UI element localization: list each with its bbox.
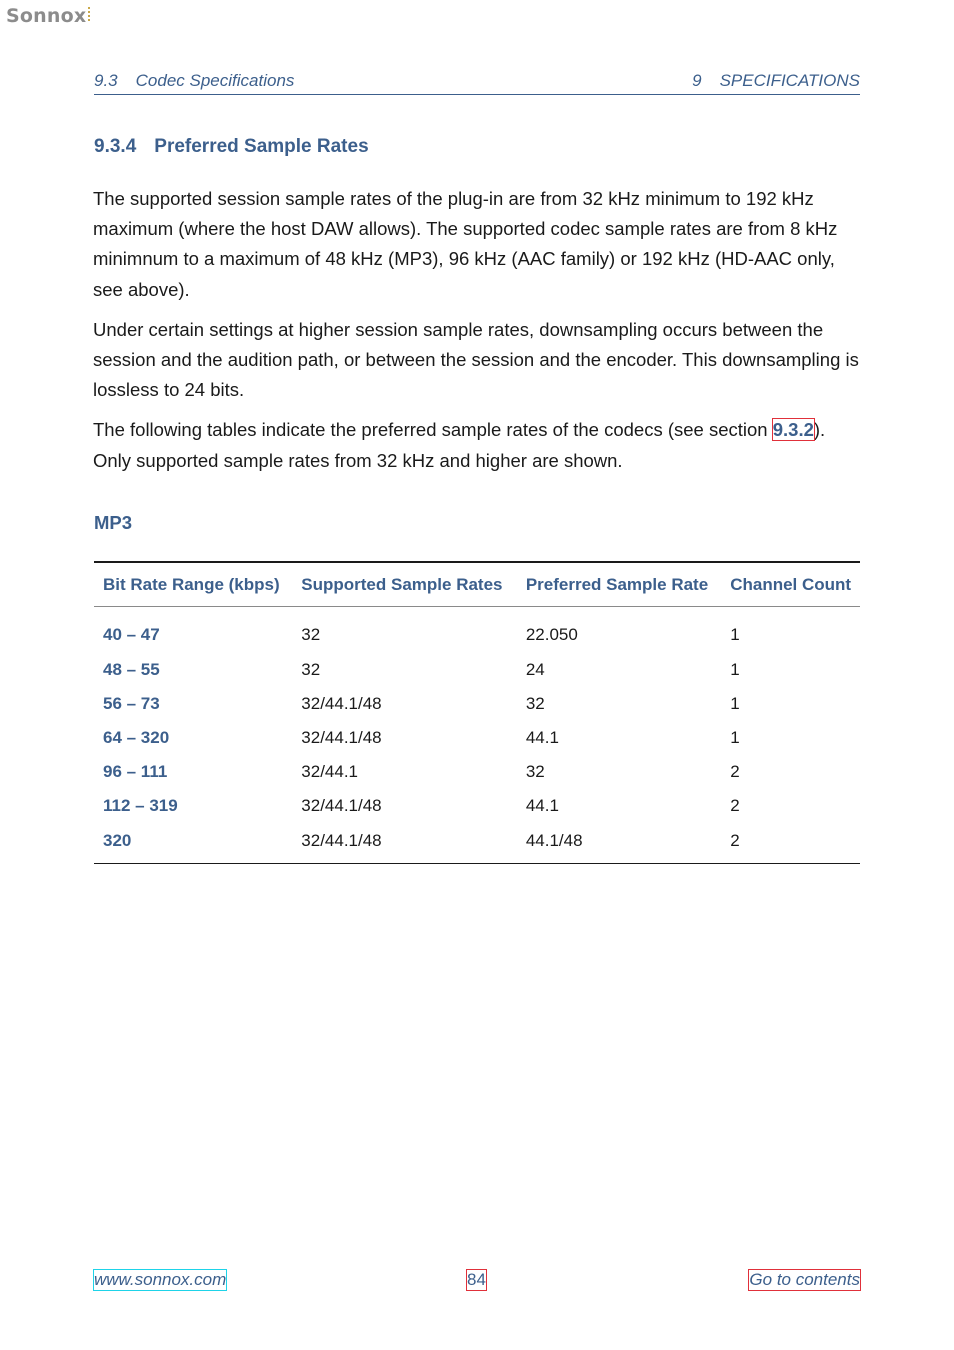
- running-header: [94, 70, 860, 95]
- channel-count-cell: 2: [730, 762, 740, 781]
- bit-rate-range-cell: 96 – 111: [103, 762, 168, 781]
- section-title: Preferred Sample Rates: [154, 136, 369, 157]
- section-number: 9.3.4: [94, 136, 137, 157]
- preferred-rate-cell: 32: [525, 762, 545, 781]
- supported-rates-cell: 32/44.1/48: [301, 831, 382, 850]
- bit-rate-range-cell: 56 – 73: [103, 694, 160, 713]
- bit-rate-range-cell: 112 – 319: [103, 796, 178, 815]
- supported-rates-cell: 32: [301, 625, 321, 644]
- paragraph-3: [93, 415, 863, 475]
- channel-count-cell: 2: [730, 831, 740, 850]
- supported-rates-cell: 32/44.1/48: [301, 728, 382, 747]
- table-row: [94, 721, 860, 755]
- header-left: [94, 71, 294, 91]
- go-to-contents-link[interactable]: Go to contents: [749, 1270, 860, 1289]
- channel-count-cell: 2: [730, 796, 740, 815]
- preferred-rate-cell: 44.1: [525, 728, 559, 747]
- supported-rates-cell: 32: [301, 660, 321, 679]
- table-row: [94, 687, 860, 721]
- header-bit-rate-range: Bit Rate Range (kbps): [94, 562, 292, 607]
- section-heading: [94, 136, 369, 158]
- header-preferred-sample-rate: Preferred Sample Rate: [517, 562, 721, 607]
- sonnox-logo: [6, 5, 90, 27]
- logo-dots-icon: [88, 7, 90, 23]
- channel-count-cell: 1: [730, 625, 740, 644]
- channel-count-cell: 1: [730, 694, 740, 713]
- body-text: [93, 184, 863, 486]
- header-section-title: Codec Specifications: [135, 71, 295, 90]
- section-link-9-3-2[interactable]: 9.3.2: [772, 419, 814, 441]
- bit-rate-range-cell: 40 – 47: [103, 625, 160, 644]
- table-header-row: [94, 562, 860, 607]
- preferred-rate-cell: 22.050: [525, 625, 578, 644]
- table-row: [94, 789, 860, 823]
- bit-rate-range-cell: 320: [103, 831, 132, 850]
- supported-rates-cell: 32/44.1: [301, 762, 359, 781]
- table-title: MP3: [94, 512, 133, 533]
- supported-rates-cell: 32/44.1/48: [301, 796, 382, 815]
- logo-text: Sonnox: [6, 5, 87, 27]
- mp3-sample-rate-table: [94, 561, 860, 864]
- header-chapter-number: 9: [692, 71, 702, 90]
- preferred-rate-cell: 32: [525, 694, 545, 713]
- preferred-rate-cell: 44.1/48: [525, 831, 583, 850]
- header-channel-count: Channel Count: [721, 562, 860, 607]
- supported-rates-cell: 32/44.1/48: [301, 694, 382, 713]
- paragraph-3-text-before: The following tables indicate the preferred sample rates of the codecs (see section: [93, 419, 773, 441]
- paragraph-3-text-after: ). Only supported sample rates from 32 kHz and higher are shown.: [93, 419, 826, 471]
- paragraph-2: Under certain settings at higher session sample rates, downsampling occurs between the session and the audition path, or between the session and the encoder. This downsampling is lossless to 24 bits.: [93, 318, 859, 401]
- channel-count-cell: 1: [730, 660, 740, 679]
- table-row: [94, 607, 860, 654]
- bit-rate-range-cell: 48 – 55: [103, 660, 160, 679]
- header-supported-sample-rates: Supported Sample Rates: [292, 562, 517, 607]
- table-row: [94, 755, 860, 789]
- preferred-rate-cell: 44.1: [525, 796, 559, 815]
- header-section-number: 9.3: [94, 71, 118, 90]
- header-chapter-title: SPECIFICATIONS: [719, 71, 860, 90]
- table-row: [94, 823, 860, 864]
- header-right: [692, 71, 860, 91]
- website-link[interactable]: www.sonnox.com: [94, 1270, 227, 1289]
- preferred-rate-cell: 24: [525, 660, 545, 679]
- page-number-link[interactable]: 84: [467, 1270, 486, 1289]
- bit-rate-range-cell: 64 – 320: [103, 728, 170, 747]
- table-row: [94, 653, 860, 687]
- paragraph-1: The supported session sample rates of the plug-in are from 32 kHz minimum to 192 kHz maximum (where the host DAW allows). The supported codec sample rates are from 8 kHz minimnum to a maximum of 48 kHz (MP3), 96 kHz (AAC family) or 192 kHz (HD-AAC only, see above).: [93, 188, 838, 300]
- channel-count-cell: 1: [730, 728, 740, 747]
